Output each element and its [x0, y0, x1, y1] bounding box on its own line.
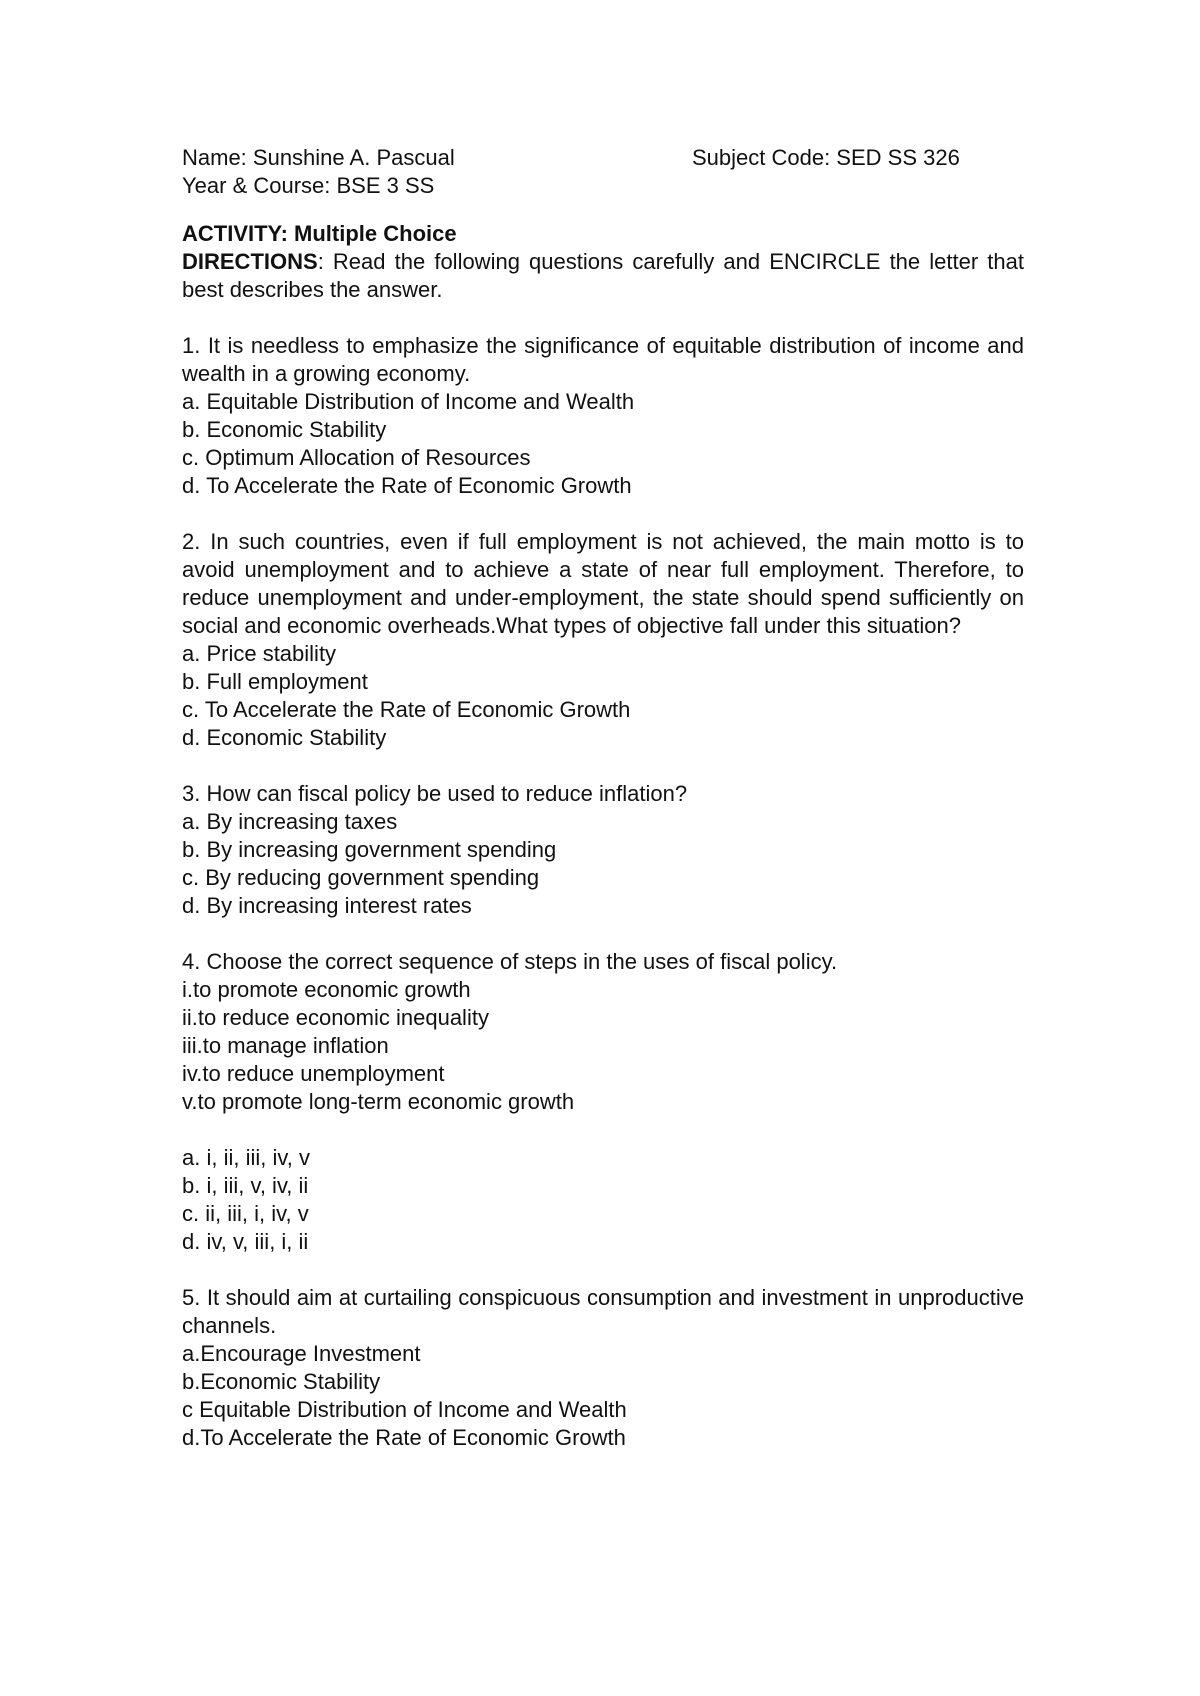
choice-b[interactable]: b. i, iii, v, iv, ii [182, 1173, 309, 1198]
question-stem: 1. It is needless to emphasize the significance of equitable distribution of income and wealth in a growing economy. [182, 333, 1024, 386]
year-course: Year & Course: BSE 3 SS [182, 173, 435, 198]
choice-c[interactable]: c. By reducing government spending [182, 865, 540, 890]
step-i: i.to promote economic growth [182, 977, 471, 1002]
choice-a[interactable]: a. i, ii, iii, iv, v [182, 1145, 310, 1170]
choice-a[interactable]: a. Equitable Distribution of Income and Wealth [182, 389, 635, 414]
question-4 [182, 948, 1024, 1256]
choice-c[interactable]: c. Optimum Allocation of Resources [182, 445, 531, 470]
question-stem: 4. Choose the correct sequence of steps in the uses of fiscal policy. [182, 949, 838, 974]
choice-b[interactable]: b. Economic Stability [182, 417, 387, 442]
choice-c[interactable]: c Equitable Distribution of Income and Wealth [182, 1397, 627, 1422]
choice-d[interactable]: d. iv, v, iii, i, ii [182, 1229, 309, 1254]
choice-c[interactable]: c. ii, iii, i, iv, v [182, 1201, 309, 1226]
step-iv: iv.to reduce unemployment [182, 1061, 445, 1086]
activity-title: ACTIVITY: Multiple Choice [182, 221, 457, 246]
choice-d[interactable]: d. By increasing interest rates [182, 893, 472, 918]
step-iii: iii.to manage inflation [182, 1033, 389, 1058]
choice-a[interactable]: a.Encourage Investment [182, 1341, 421, 1366]
directions-text: : Read the following questions carefully and ENCIRCLE the letter that best describes the answer. [182, 249, 1024, 302]
subject-code: Subject Code: SED SS 326 [692, 145, 960, 170]
question-stem: 3. How can fiscal policy be used to reduce inflation? [182, 781, 688, 806]
choice-b[interactable]: b.Economic Stability [182, 1369, 381, 1394]
header-row [182, 144, 1024, 172]
student-name: Name: Sunshine A. Pascual [182, 145, 455, 170]
step-ii: ii.to reduce economic inequality [182, 1005, 489, 1030]
directions [182, 248, 1024, 304]
question-stem: 2. In such countries, even if full employment is not achieved, the main motto is to avoid unemployment and to achieve a state of near full employment. Therefore, to reduce unemployment and under-employment, the state should spend sufficiently on social and economic overheads.What types of objective fall under this situation? [182, 529, 1024, 638]
step-v: v.to promote long-term economic growth [182, 1089, 575, 1114]
question-2 [182, 528, 1024, 752]
choice-b[interactable]: b. By increasing government spending [182, 837, 557, 862]
document-page [182, 144, 1024, 1452]
choice-b[interactable]: b. Full employment [182, 669, 368, 694]
directions-label: DIRECTIONS [182, 249, 318, 274]
question-5 [182, 1284, 1024, 1452]
choice-a[interactable]: a. By increasing taxes [182, 809, 398, 834]
question-3 [182, 780, 1024, 920]
question-stem: 5. It should aim at curtailing conspicuous consumption and investment in unproductive channels. [182, 1285, 1024, 1338]
choice-c[interactable]: c. To Accelerate the Rate of Economic Growth [182, 697, 631, 722]
choice-d[interactable]: d. To Accelerate the Rate of Economic Growth [182, 473, 632, 498]
question-1 [182, 332, 1024, 500]
choice-a[interactable]: a. Price stability [182, 641, 337, 666]
choice-d[interactable]: d. Economic Stability [182, 725, 387, 750]
choice-d[interactable]: d.To Accelerate the Rate of Economic Growth [182, 1425, 626, 1450]
